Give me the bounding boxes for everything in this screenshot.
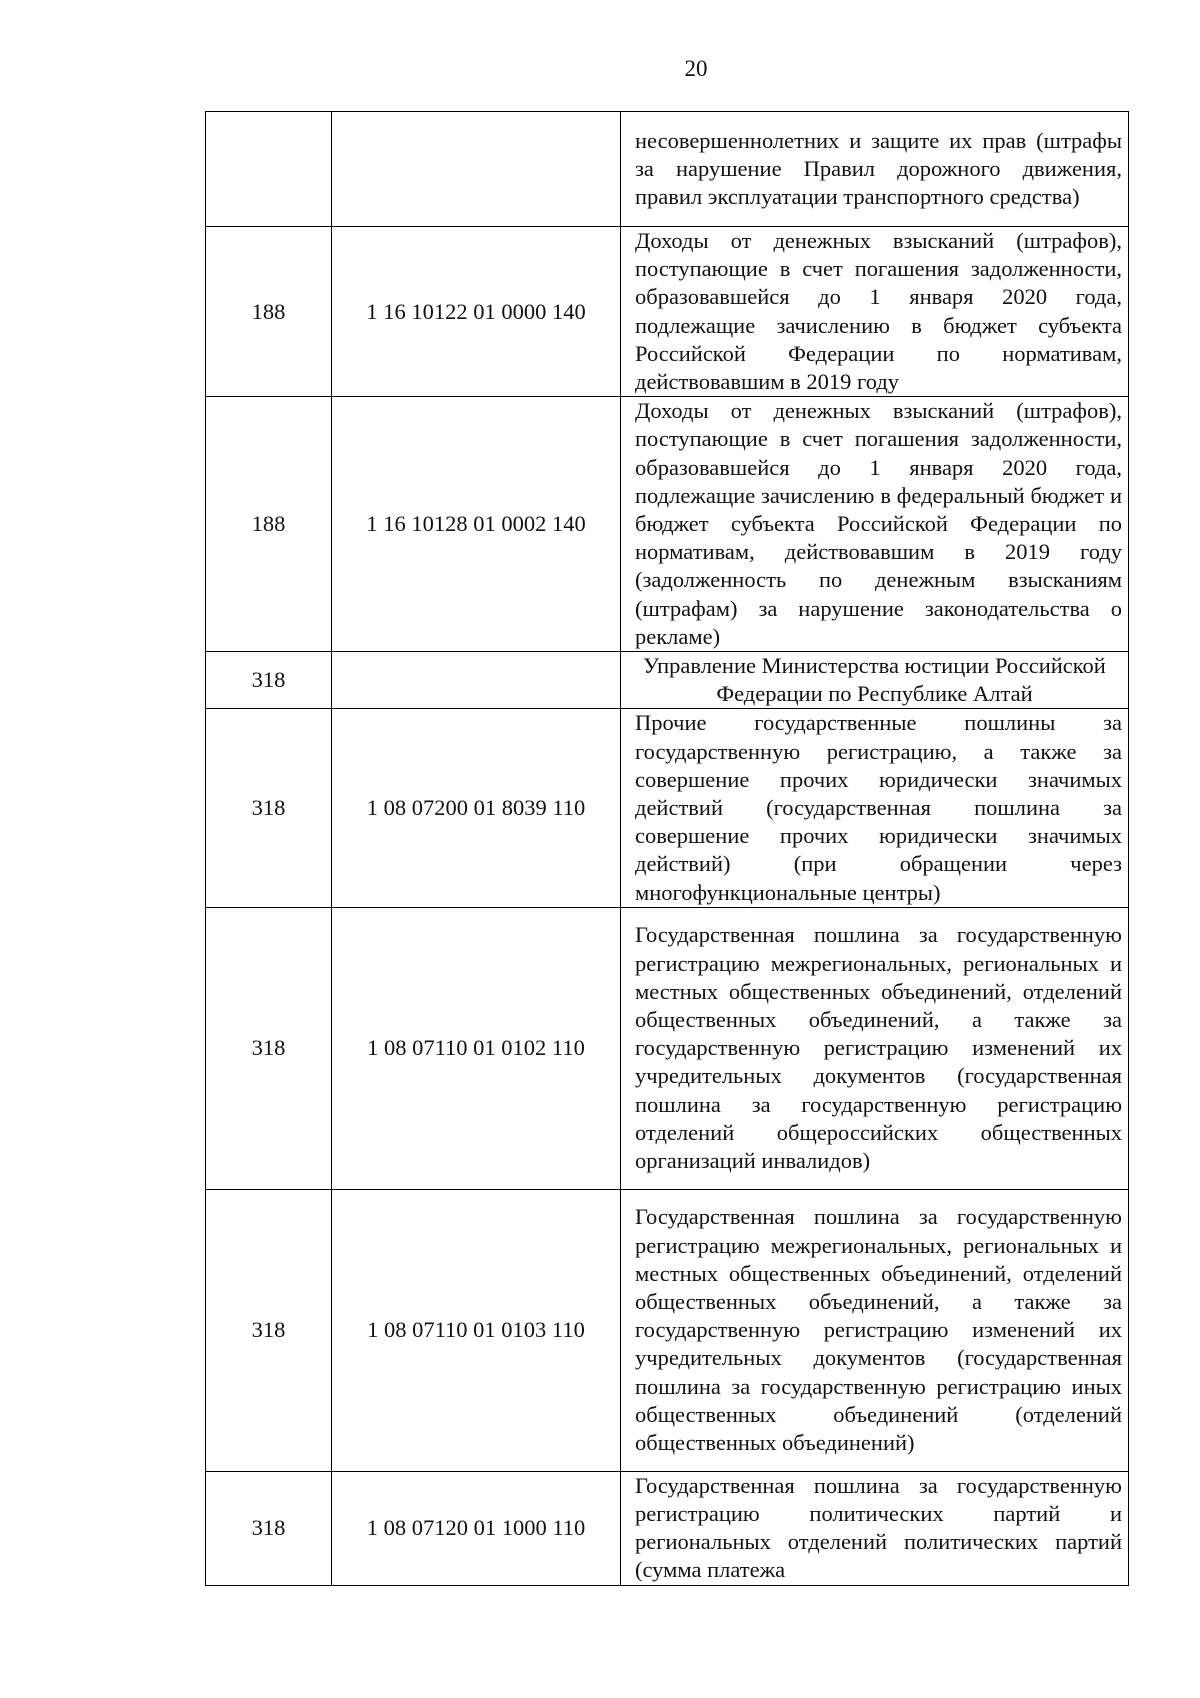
admin-code-cell: 318 bbox=[206, 1189, 332, 1471]
table-row bbox=[206, 397, 1129, 652]
description-text: несовершеннолетних и защите их прав (штрафы за нарушение Правил дорожного движения, правил эксплуатации транспортного средства) bbox=[635, 127, 1122, 210]
admin-code-cell: 188 bbox=[206, 227, 332, 397]
description-text: Государственная пошлина за государственную регистрацию межрегиональных, региональных и местных общественных объединений, отделений общественных объединений, а также за государственную регистрацию изменений их учредительных документов (государственная пошлина за государственную регистрацию иных общественных объединений (отделений общественных объединений) bbox=[635, 1204, 1122, 1456]
table-row bbox=[206, 1189, 1129, 1471]
agency-heading: Управление Министерства юстиции Российской Федерации по Республике Алтай bbox=[643, 653, 1106, 707]
revenue-codes-table bbox=[205, 111, 1129, 1586]
kbk-cell: 1 08 07120 01 1000 110 bbox=[332, 1471, 621, 1585]
table-row bbox=[206, 907, 1129, 1189]
admin-code-cell: 318 bbox=[206, 709, 332, 907]
admin-code-cell: 318 bbox=[206, 652, 332, 709]
admin-code-cell bbox=[206, 112, 332, 227]
description-cell bbox=[621, 709, 1129, 907]
admin-code-cell: 318 bbox=[206, 907, 332, 1189]
page-number: 20 bbox=[684, 56, 708, 81]
kbk-cell: 1 08 07110 01 0102 110 bbox=[332, 907, 621, 1189]
table-row bbox=[206, 227, 1129, 397]
table-row bbox=[206, 709, 1129, 907]
table-row bbox=[206, 1471, 1129, 1585]
description-cell bbox=[621, 397, 1129, 652]
description-text: Доходы от денежных взысканий (штрафов), поступающие в счет погашения задолженности, образовавшейся до 1 января 2020 года, подлежащие зачислению в бюджет субъекта Российской Федерации по нормативам, действовавшим в 2019 году bbox=[635, 228, 1122, 395]
kbk-cell: 1 08 07110 01 0103 110 bbox=[332, 1189, 621, 1471]
kbk-cell: 1 16 10122 01 0000 140 bbox=[332, 227, 621, 397]
description-cell bbox=[621, 1189, 1129, 1471]
kbk-cell: 1 16 10128 01 0002 140 bbox=[332, 397, 621, 652]
description-text: Доходы от денежных взысканий (штрафов), поступающие в счет погашения задолженности, образовавшейся до 1 января 2020 года, подлежащие зачислению в федеральный бюджет и бюджет субъекта Российской Федерации по нормативам, действовавшим в 2019 году (задолженность по денежным взысканиям (штрафам) за нарушение законодательства о рекламе) bbox=[635, 398, 1122, 649]
description-cell bbox=[621, 227, 1129, 397]
kbk-cell bbox=[332, 112, 621, 227]
description-cell bbox=[621, 652, 1129, 709]
table-row bbox=[206, 112, 1129, 227]
description-text: Прочие государственные пошлины за государственную регистрацию, а также за совершение прочих юридически значимых действий (государственная пошлина за совершение прочих юридически значимых действий) (при обращении через многофункциональные центры) bbox=[635, 710, 1122, 905]
kbk-cell: 1 08 07200 01 8039 110 bbox=[332, 709, 621, 907]
description-cell bbox=[621, 1471, 1129, 1585]
description-text: Государственная пошлина за государственную регистрацию межрегиональных, региональных и местных общественных объединений, отделений общественных объединений, а также за государственную регистрацию изменений их учредительных документов (государственная пошлина за государственную регистрацию отделений общероссийских общественных организаций инвалидов) bbox=[635, 922, 1122, 1174]
description-cell bbox=[621, 112, 1129, 227]
description-text: Государственная пошлина за государственную регистрацию политических партий и региональных отделений политических партий (сумма платежа bbox=[635, 1472, 1122, 1583]
admin-code-cell: 188 bbox=[206, 397, 332, 652]
table-row bbox=[206, 652, 1129, 709]
kbk-cell bbox=[332, 652, 621, 709]
admin-code-cell: 318 bbox=[206, 1471, 332, 1585]
description-cell bbox=[621, 907, 1129, 1189]
